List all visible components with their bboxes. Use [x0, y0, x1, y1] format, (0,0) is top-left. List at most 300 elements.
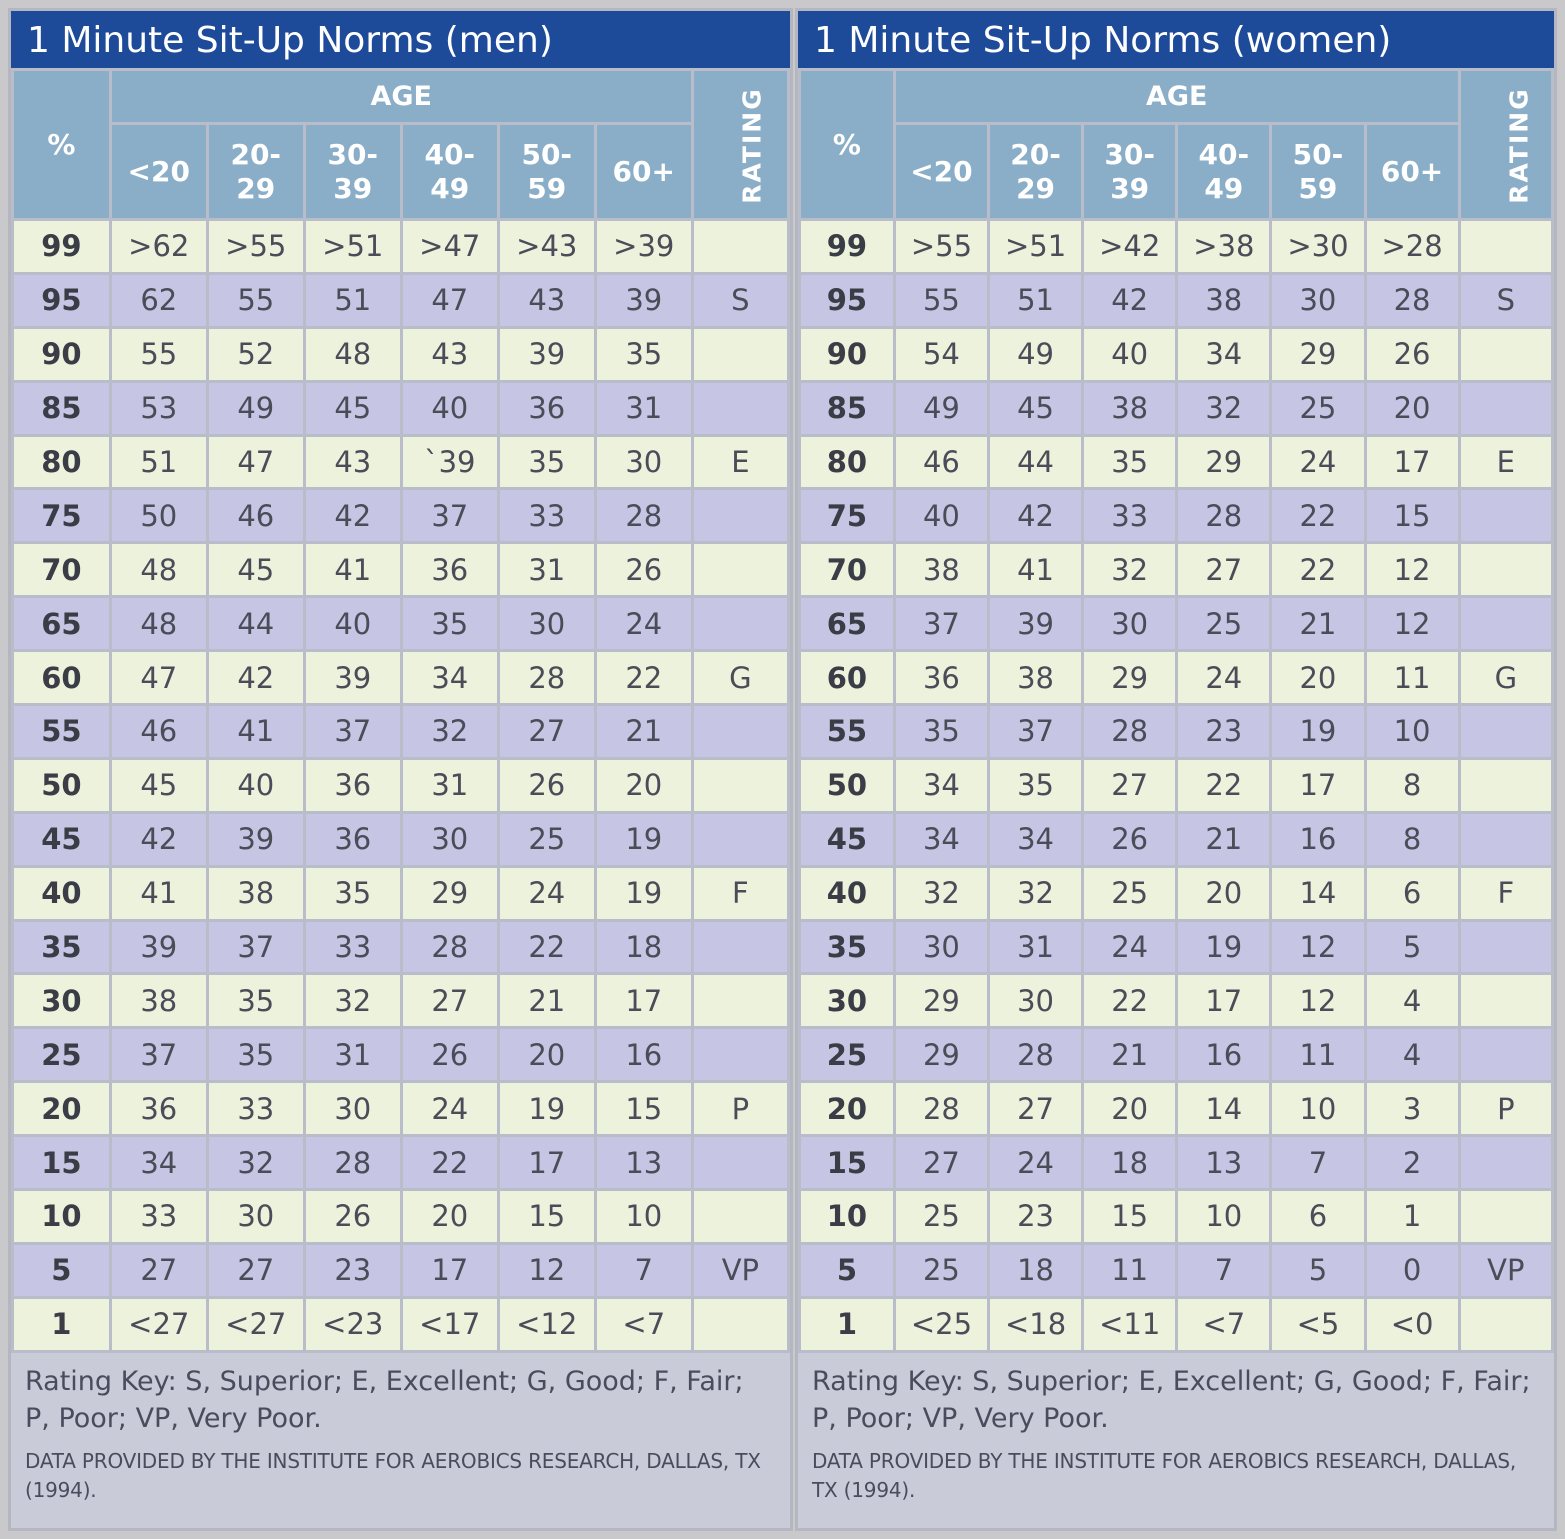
situp-count-cell: 19: [595, 812, 692, 866]
situp-count-cell: 32: [401, 705, 498, 759]
situp-count-cell: 46: [207, 489, 304, 543]
situp-count-cell: 17: [401, 1243, 498, 1297]
percentile-cell: 95: [13, 273, 111, 327]
situp-count-cell: 3: [1365, 1082, 1459, 1136]
table-row: [800, 1297, 1553, 1351]
situp-count-cell: 33: [207, 1082, 304, 1136]
situp-count-cell: 45: [110, 758, 207, 812]
table-row: [800, 489, 1553, 543]
situp-count-cell: 33: [1083, 489, 1177, 543]
situp-count-cell: 13: [595, 1136, 692, 1190]
situp-count-cell: 35: [498, 435, 595, 489]
percentile-cell: 70: [800, 543, 895, 597]
situp-count-cell: 4: [1365, 974, 1459, 1028]
age-column-header: 30- 39: [304, 124, 401, 220]
situp-count-cell: 28: [989, 1028, 1083, 1082]
situp-count-cell: <25: [894, 1297, 988, 1351]
age-column-header: 40- 49: [1177, 124, 1271, 220]
situp-count-cell: 33: [304, 920, 401, 974]
situp-count-cell: 37: [207, 920, 304, 974]
situp-count-cell: 21: [498, 974, 595, 1028]
situp-count-cell: 11: [1365, 651, 1459, 705]
rating-cell: [692, 920, 788, 974]
percentile-cell: 85: [13, 381, 111, 435]
situp-count-cell: 45: [304, 381, 401, 435]
situp-count-cell: 54: [894, 327, 988, 381]
table-row: [800, 220, 1553, 274]
situp-count-cell: 10: [595, 1190, 692, 1244]
situp-count-cell: 7: [1271, 1136, 1365, 1190]
rating-cell: [692, 1190, 788, 1244]
percentile-cell: 45: [800, 812, 895, 866]
situp-count-cell: 12: [1271, 920, 1365, 974]
situp-count-cell: 40: [1083, 327, 1177, 381]
situp-count-cell: 48: [110, 543, 207, 597]
situp-count-cell: 34: [110, 1136, 207, 1190]
table-row: [800, 1028, 1553, 1082]
situp-count-cell: 31: [989, 920, 1083, 974]
table-row: [13, 1297, 789, 1351]
rating-cell: [1459, 1190, 1552, 1244]
table-row: [13, 1190, 789, 1244]
age-header: AGE: [894, 70, 1459, 124]
situp-count-cell: <5: [1271, 1297, 1365, 1351]
table-row: [13, 381, 789, 435]
age-header: AGE: [110, 70, 692, 124]
situp-count-cell: >47: [401, 220, 498, 274]
situp-count-cell: 29: [1083, 651, 1177, 705]
situp-count-cell: >28: [1365, 220, 1459, 274]
situp-count-cell: 20: [1177, 866, 1271, 920]
situp-count-cell: 8: [1365, 812, 1459, 866]
situp-count-cell: 18: [595, 920, 692, 974]
situp-count-cell: 62: [110, 273, 207, 327]
situp-count-cell: 37: [401, 489, 498, 543]
rating-cell: P: [1459, 1082, 1552, 1136]
percentile-cell: 80: [13, 435, 111, 489]
rating-cell: VP: [692, 1243, 788, 1297]
table-row: [13, 920, 789, 974]
situp-count-cell: <17: [401, 1297, 498, 1351]
situp-count-cell: 35: [595, 327, 692, 381]
situp-count-cell: 11: [1083, 1243, 1177, 1297]
situp-count-cell: 46: [894, 435, 988, 489]
table-row: [800, 543, 1553, 597]
table-row: [800, 651, 1553, 705]
rating-cell: [692, 489, 788, 543]
rating-cell: G: [692, 651, 788, 705]
situp-count-cell: 12: [1365, 597, 1459, 651]
table-row: [13, 758, 789, 812]
situp-count-cell: 23: [304, 1243, 401, 1297]
situp-count-cell: 21: [595, 705, 692, 759]
situp-count-cell: 36: [498, 381, 595, 435]
table-row: [13, 651, 789, 705]
rating-header-label: RATING: [737, 87, 767, 204]
rating-cell: [692, 381, 788, 435]
table-row: [13, 1136, 789, 1190]
table-row: [13, 543, 789, 597]
situp-count-cell: 21: [1271, 597, 1365, 651]
rating-cell: [1459, 1297, 1552, 1351]
situp-count-cell: 29: [401, 866, 498, 920]
rating-key: Rating Key: S, Superior; E, Excellent; G, Good; F, Fair; P, Poor; VP, Very Poor.: [25, 1365, 744, 1434]
situp-count-cell: 10: [1365, 705, 1459, 759]
situp-count-cell: 26: [1365, 327, 1459, 381]
situp-count-cell: <27: [110, 1297, 207, 1351]
situp-count-cell: 39: [207, 812, 304, 866]
rating-cell: [692, 1297, 788, 1351]
situp-count-cell: 25: [894, 1190, 988, 1244]
table-row: [800, 705, 1553, 759]
rating-cell: F: [1459, 866, 1552, 920]
percentile-cell: 10: [800, 1190, 895, 1244]
situp-count-cell: 25: [1177, 597, 1271, 651]
women-norms-panel: [795, 8, 1557, 1531]
situp-count-cell: 11: [1271, 1028, 1365, 1082]
situp-count-cell: 43: [498, 273, 595, 327]
situp-count-cell: 40: [207, 758, 304, 812]
situp-count-cell: 2: [1365, 1136, 1459, 1190]
situp-count-cell: 39: [110, 920, 207, 974]
percentile-cell: 65: [800, 597, 895, 651]
situp-count-cell: 30: [498, 597, 595, 651]
percentile-cell: 95: [800, 273, 895, 327]
percentile-cell: 80: [800, 435, 895, 489]
rating-cell: [692, 812, 788, 866]
table-row: [800, 327, 1553, 381]
percentile-cell: 60: [800, 651, 895, 705]
table-row: [13, 1082, 789, 1136]
situp-count-cell: 34: [1177, 327, 1271, 381]
situp-count-cell: 38: [207, 866, 304, 920]
situp-count-cell: 35: [207, 974, 304, 1028]
table-row: [800, 812, 1553, 866]
situp-count-cell: 15: [595, 1082, 692, 1136]
situp-count-cell: 28: [498, 651, 595, 705]
situp-count-cell: 34: [894, 812, 988, 866]
situp-count-cell: 55: [207, 273, 304, 327]
situp-count-cell: >30: [1271, 220, 1365, 274]
situp-count-cell: 42: [989, 489, 1083, 543]
situp-count-cell: 7: [1177, 1243, 1271, 1297]
situp-count-cell: 41: [110, 866, 207, 920]
rating-cell: [692, 220, 788, 274]
rating-cell: E: [1459, 435, 1552, 489]
rating-cell: [1459, 381, 1552, 435]
situp-count-cell: 34: [989, 812, 1083, 866]
situp-count-cell: 31: [595, 381, 692, 435]
situp-count-cell: 39: [989, 597, 1083, 651]
situp-count-cell: 18: [989, 1243, 1083, 1297]
situp-count-cell: 32: [207, 1136, 304, 1190]
situp-count-cell: <7: [595, 1297, 692, 1351]
percentile-cell: 55: [800, 705, 895, 759]
situp-count-cell: 38: [1083, 381, 1177, 435]
table-row: [13, 812, 789, 866]
situp-count-cell: 37: [989, 705, 1083, 759]
situp-count-cell: 22: [498, 920, 595, 974]
situp-count-cell: >42: [1083, 220, 1177, 274]
rating-cell: S: [1459, 273, 1552, 327]
rating-cell: [1459, 1028, 1552, 1082]
situp-count-cell: 45: [207, 543, 304, 597]
situp-count-cell: 28: [894, 1082, 988, 1136]
situp-count-cell: 29: [1177, 435, 1271, 489]
situp-count-cell: <23: [304, 1297, 401, 1351]
men-norms-panel: [8, 8, 793, 1531]
situp-count-cell: 21: [1083, 1028, 1177, 1082]
situp-count-cell: 30: [304, 1082, 401, 1136]
rating-cell: [692, 974, 788, 1028]
situp-count-cell: 42: [1083, 273, 1177, 327]
situp-count-cell: 38: [894, 543, 988, 597]
situp-count-cell: 35: [894, 705, 988, 759]
situp-count-cell: 32: [1083, 543, 1177, 597]
norms-table: [11, 68, 790, 1353]
situp-count-cell: 39: [498, 327, 595, 381]
situp-count-cell: 37: [110, 1028, 207, 1082]
situp-count-cell: 12: [498, 1243, 595, 1297]
situp-count-cell: 32: [304, 974, 401, 1028]
situp-count-cell: 17: [1365, 435, 1459, 489]
age-column-header: 60+: [1365, 124, 1459, 220]
situp-count-cell: 40: [304, 597, 401, 651]
table-row: [13, 597, 789, 651]
situp-count-cell: 17: [498, 1136, 595, 1190]
situp-count-cell: 38: [1177, 273, 1271, 327]
situp-count-cell: 55: [894, 273, 988, 327]
situp-count-cell: 8: [1365, 758, 1459, 812]
situp-count-cell: 22: [1083, 974, 1177, 1028]
situp-count-cell: 22: [1271, 543, 1365, 597]
situp-count-cell: 23: [989, 1190, 1083, 1244]
rating-cell: [1459, 220, 1552, 274]
rating-cell: [1459, 974, 1552, 1028]
situp-count-cell: >55: [894, 220, 988, 274]
situp-count-cell: 24: [498, 866, 595, 920]
situp-count-cell: 36: [304, 758, 401, 812]
situp-count-cell: 47: [110, 651, 207, 705]
percentile-cell: 99: [800, 220, 895, 274]
percentile-cell: 30: [800, 974, 895, 1028]
percentile-cell: 85: [800, 381, 895, 435]
situp-count-cell: 36: [894, 651, 988, 705]
situp-count-cell: >38: [1177, 220, 1271, 274]
situp-count-cell: 35: [401, 597, 498, 651]
rating-cell: [692, 705, 788, 759]
situp-count-cell: 20: [1083, 1082, 1177, 1136]
situp-count-cell: 24: [595, 597, 692, 651]
situp-count-cell: 27: [401, 974, 498, 1028]
table-row: [800, 273, 1553, 327]
percentile-cell: 15: [800, 1136, 895, 1190]
situp-count-cell: 30: [894, 920, 988, 974]
table-row: [800, 597, 1553, 651]
table-row: [13, 1028, 789, 1082]
situp-count-cell: 49: [207, 381, 304, 435]
age-column-header: 20- 29: [989, 124, 1083, 220]
situp-count-cell: 30: [401, 812, 498, 866]
rating-cell: [1459, 1136, 1552, 1190]
situp-count-cell: 32: [989, 866, 1083, 920]
situp-count-cell: 24: [1083, 920, 1177, 974]
age-column-header: 60+: [595, 124, 692, 220]
rating-cell: [1459, 543, 1552, 597]
rating-cell: [692, 1028, 788, 1082]
percentile-cell: 25: [800, 1028, 895, 1082]
percentile-cell: 5: [13, 1243, 111, 1297]
situp-count-cell: 13: [1177, 1136, 1271, 1190]
situp-count-cell: 27: [110, 1243, 207, 1297]
situp-count-cell: 27: [894, 1136, 988, 1190]
percentile-cell: 20: [13, 1082, 111, 1136]
situp-count-cell: 28: [1177, 489, 1271, 543]
situp-count-cell: 24: [401, 1082, 498, 1136]
situp-count-cell: 38: [110, 974, 207, 1028]
situp-count-cell: 37: [304, 705, 401, 759]
rating-cell: [1459, 489, 1552, 543]
situp-count-cell: >43: [498, 220, 595, 274]
situp-count-cell: 22: [401, 1136, 498, 1190]
situp-count-cell: <18: [989, 1297, 1083, 1351]
situp-count-cell: 5: [1365, 920, 1459, 974]
situp-count-cell: 52: [207, 327, 304, 381]
percentile-cell: 40: [800, 866, 895, 920]
rating-cell: [692, 1136, 788, 1190]
situp-count-cell: 30: [1083, 597, 1177, 651]
table-row: [13, 866, 789, 920]
situp-count-cell: 19: [595, 866, 692, 920]
situp-count-cell: 20: [595, 758, 692, 812]
situp-count-cell: 51: [989, 273, 1083, 327]
situp-count-cell: 20: [1271, 651, 1365, 705]
table-row: [800, 974, 1553, 1028]
situp-count-cell: 24: [1177, 651, 1271, 705]
situp-count-cell: 12: [1365, 543, 1459, 597]
percentile-cell: 90: [800, 327, 895, 381]
table-row: [13, 974, 789, 1028]
rating-cell: [1459, 327, 1552, 381]
age-column-header: 50- 59: [1271, 124, 1365, 220]
situp-count-cell: 45: [989, 381, 1083, 435]
percentile-cell: 55: [13, 705, 111, 759]
situp-count-cell: 19: [1271, 705, 1365, 759]
situp-count-cell: 12: [1271, 974, 1365, 1028]
situp-count-cell: 16: [1271, 812, 1365, 866]
norms-table: [798, 68, 1554, 1353]
situp-count-cell: 30: [989, 974, 1083, 1028]
situp-count-cell: 29: [894, 974, 988, 1028]
situp-count-cell: >62: [110, 220, 207, 274]
situp-count-cell: 35: [1083, 435, 1177, 489]
situp-count-cell: 28: [401, 920, 498, 974]
percentile-cell: 30: [13, 974, 111, 1028]
table-row: [800, 1243, 1553, 1297]
situp-count-cell: 51: [110, 435, 207, 489]
situp-count-cell: 36: [401, 543, 498, 597]
situp-count-cell: 27: [498, 705, 595, 759]
rating-cell: [1459, 705, 1552, 759]
situp-count-cell: 47: [401, 273, 498, 327]
table-row: [800, 381, 1553, 435]
percentile-cell: 50: [13, 758, 111, 812]
situp-count-cell: 37: [894, 597, 988, 651]
situp-count-cell: 23: [1177, 705, 1271, 759]
percentile-cell: 35: [800, 920, 895, 974]
situp-count-cell: 30: [207, 1190, 304, 1244]
situp-count-cell: 7: [595, 1243, 692, 1297]
situp-count-cell: `39: [401, 435, 498, 489]
situp-count-cell: 1: [1365, 1190, 1459, 1244]
situp-count-cell: 31: [401, 758, 498, 812]
situp-count-cell: 43: [401, 327, 498, 381]
table-footer: [11, 1353, 790, 1505]
situp-count-cell: 27: [207, 1243, 304, 1297]
age-column-header: 40- 49: [401, 124, 498, 220]
situp-count-cell: 35: [989, 758, 1083, 812]
percentile-cell: 25: [13, 1028, 111, 1082]
percentile-cell: 65: [13, 597, 111, 651]
rating-cell: [692, 597, 788, 651]
situp-count-cell: 24: [989, 1136, 1083, 1190]
age-column-header: <20: [110, 124, 207, 220]
rating-cell: VP: [1459, 1243, 1552, 1297]
situp-count-cell: 21: [1177, 812, 1271, 866]
situp-count-cell: >55: [207, 220, 304, 274]
situp-count-cell: 22: [595, 651, 692, 705]
table-row: [13, 220, 789, 274]
situp-count-cell: 39: [304, 651, 401, 705]
situp-count-cell: <0: [1365, 1297, 1459, 1351]
rating-key: Rating Key: S, Superior; E, Excellent; G, Good; F, Fair; P, Poor; VP, Very Poor.: [812, 1365, 1531, 1434]
situp-count-cell: 39: [595, 273, 692, 327]
percentile-cell: 70: [13, 543, 111, 597]
situp-count-cell: >51: [304, 220, 401, 274]
situp-count-cell: 19: [498, 1082, 595, 1136]
situp-count-cell: 31: [498, 543, 595, 597]
table-row: [13, 1243, 789, 1297]
situp-count-cell: 42: [110, 812, 207, 866]
age-column-header: 20- 29: [207, 124, 304, 220]
situp-count-cell: 42: [207, 651, 304, 705]
situp-count-cell: 34: [894, 758, 988, 812]
percentile-cell: 45: [13, 812, 111, 866]
situp-count-cell: 53: [110, 381, 207, 435]
rating-cell: [692, 327, 788, 381]
percentile-cell: 99: [13, 220, 111, 274]
situp-count-cell: 14: [1177, 1082, 1271, 1136]
rating-header: [1459, 70, 1552, 220]
situp-count-cell: 28: [1365, 273, 1459, 327]
situp-count-cell: 44: [989, 435, 1083, 489]
situp-count-cell: 49: [989, 327, 1083, 381]
situp-count-cell: 33: [110, 1190, 207, 1244]
situp-count-cell: 17: [1177, 974, 1271, 1028]
situp-count-cell: 25: [1083, 866, 1177, 920]
percentile-cell: 35: [13, 920, 111, 974]
situp-count-cell: 35: [207, 1028, 304, 1082]
age-column-header: 30- 39: [1083, 124, 1177, 220]
situp-count-cell: 36: [304, 812, 401, 866]
rating-cell: [1459, 812, 1552, 866]
percentile-cell: 5: [800, 1243, 895, 1297]
table-footer: [798, 1353, 1554, 1505]
situp-count-cell: 4: [1365, 1028, 1459, 1082]
table-row: [800, 435, 1553, 489]
situp-count-cell: 28: [1083, 705, 1177, 759]
situp-count-cell: 18: [1083, 1136, 1177, 1190]
